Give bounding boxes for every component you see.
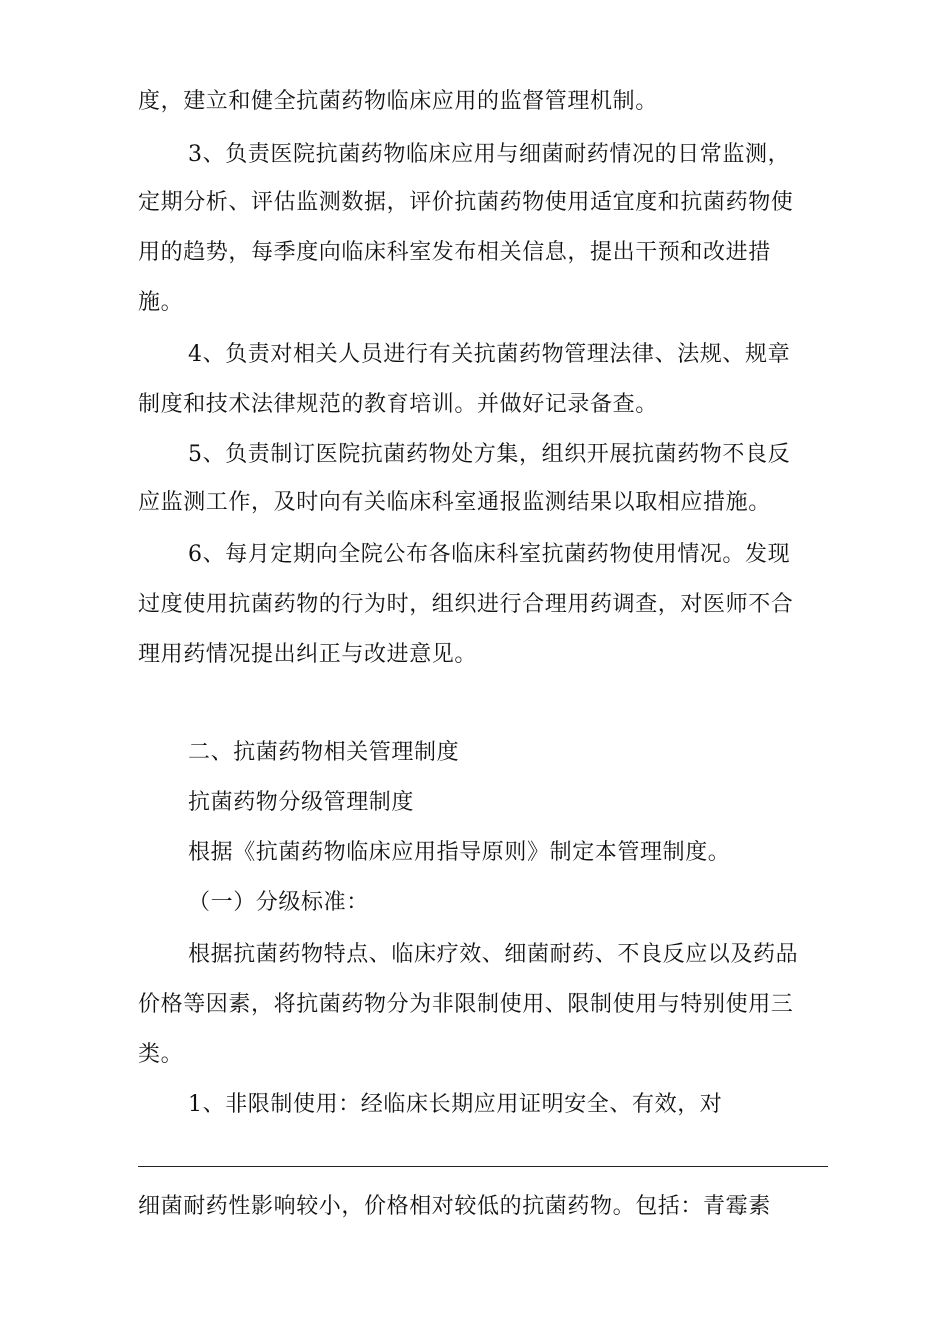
- text-line-18: 价格等因素，将抗菌药物分为非限制使用、限制使用与特别使用三: [138, 992, 794, 1017]
- text-line-4: 用的趋势，每季度向临床科室发布相关信息，提出干预和改进措: [138, 240, 771, 265]
- text-line-15: 根据《抗菌药物临床应用指导原则》制定本管理制度。: [188, 840, 731, 865]
- text-line-9: 应监测工作，及时向有关临床科室通报监测结果以取相应措施。: [138, 490, 771, 515]
- text-line-1: 度，建立和健全抗菌药物临床应用的监督管理机制。: [138, 89, 658, 114]
- text-line-8: 5、负责制订医院抗菌药物处方集，组织开展抗菌药物不良反: [188, 442, 791, 467]
- classification-heading: （一）分级标准：: [188, 890, 369, 915]
- text-line-10: 6、每月定期向全院公布各临床科室抗菌药物使用情况。发现: [188, 542, 791, 567]
- text-line-11: 过度使用抗菌药物的行为时，组织进行合理用药调查，对医师不合: [138, 592, 794, 617]
- text-line-21: 细菌耐药性影响较小，价格相对较低的抗菌药物。包括：青霉素: [138, 1194, 771, 1219]
- text-line-19: 类。: [138, 1042, 184, 1067]
- text-line-12: 理用药情况提出纠正与改进意见。: [138, 642, 478, 667]
- text-line-20: 1、非限制使用：经临床长期应用证明安全、有效，对: [188, 1092, 723, 1117]
- section-heading: 二、抗菌药物相关管理制度: [188, 740, 460, 765]
- text-line-7: 制度和技术法律规范的教育培训。并做好记录备查。: [138, 392, 658, 417]
- text-line-17: 根据抗菌药物特点、临床疗效、细菌耐药、不良反应以及药品: [188, 942, 799, 967]
- text-line-3: 定期分析、评估监测数据，评价抗菌药物使用适宜度和抗菌药物使: [138, 190, 794, 215]
- subsection-title: 抗菌药物分级管理制度: [188, 790, 415, 815]
- text-line-6: 4、负责对相关人员进行有关抗菌药物管理法律、法规、规章: [188, 342, 791, 367]
- text-line-2: 3、负责医院抗菌药物临床应用与细菌耐药情况的日常监测，: [188, 142, 791, 167]
- text-line-5: 施。: [138, 290, 184, 315]
- page-divider: [138, 1166, 828, 1167]
